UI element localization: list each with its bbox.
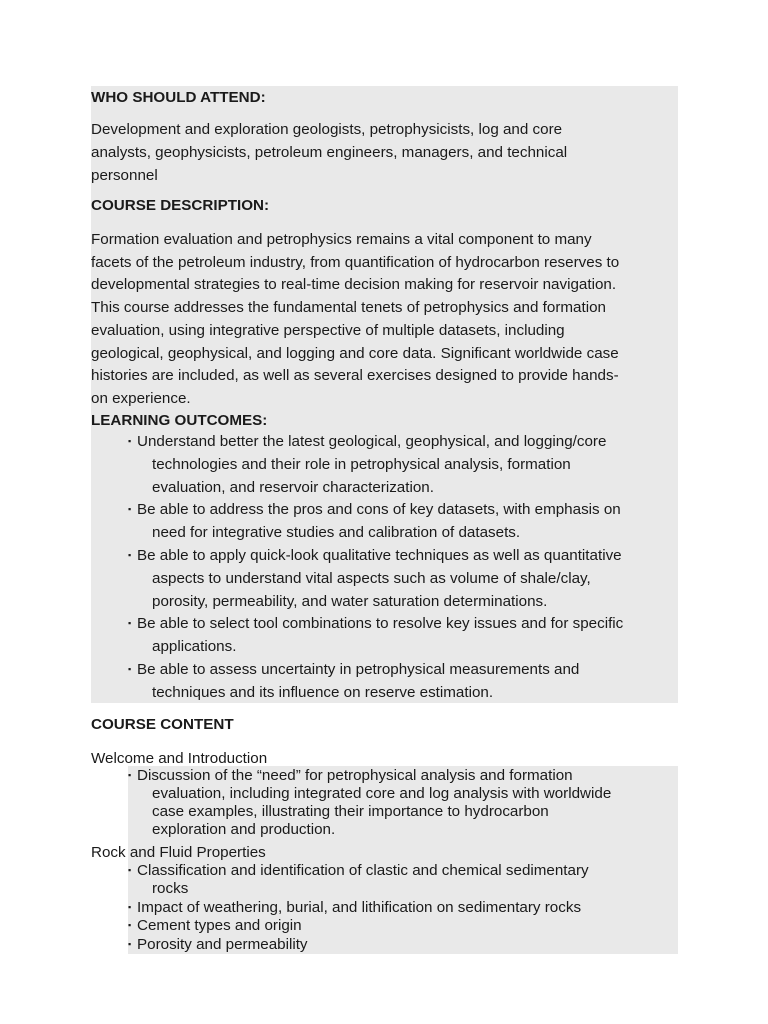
bullet-icon: ▪ xyxy=(128,939,132,949)
list-item-text: Understand better the latest geological, geophysical, and logging/core xyxy=(137,433,607,450)
list-item xyxy=(128,898,581,917)
who-line: analysts, geophysicists, petroleum engineers, managers, and technical xyxy=(91,144,568,161)
who-line: personnel xyxy=(91,167,158,184)
bullet-icon: ▪ xyxy=(128,664,132,674)
bullet-icon: ▪ xyxy=(128,618,132,628)
list-item xyxy=(128,861,589,880)
list-item-text: Impact of weathering, burial, and lithification on sedimentary rocks xyxy=(137,899,582,916)
description-line: geological, geophysical, and logging and core data. Significant worldwide case xyxy=(91,345,619,362)
list-item-continuation: porosity, permeability, and water saturation determinations. xyxy=(152,593,548,610)
bullet-icon: ▪ xyxy=(128,504,132,514)
outcomes-heading: LEARNING OUTCOMES: xyxy=(91,412,268,429)
list-item-continuation: case examples, illustrating their importance to hydrocarbon xyxy=(152,803,549,820)
list-item xyxy=(128,615,623,632)
section-title-welcome: Welcome and Introduction xyxy=(91,750,268,767)
bullet-icon: ▪ xyxy=(128,550,132,560)
section-title-rock: Rock and Fluid Properties xyxy=(91,844,266,861)
bullet-icon: ▪ xyxy=(128,770,132,780)
description-line: histories are included, as well as several exercises designed to provide hands- xyxy=(91,367,619,384)
description-line: facets of the petroleum industry, from quantification of hydrocarbon reserves to xyxy=(91,254,620,271)
list-item-continuation: need for integrative studies and calibration of datasets. xyxy=(152,524,521,541)
list-item-continuation: evaluation, including integrated core and log analysis with worldwide xyxy=(152,785,612,802)
list-item xyxy=(128,501,621,518)
list-item xyxy=(128,433,606,450)
description-line: on experience. xyxy=(91,390,191,407)
list-item-continuation: exploration and production. xyxy=(152,821,336,838)
list-item-text: Discussion of the “need” for petrophysical analysis and formation xyxy=(137,767,573,784)
list-item-text: Be able to select tool combinations to resolve key issues and for specific xyxy=(137,615,624,632)
list-item-continuation: rocks xyxy=(152,880,189,897)
description-line: This course addresses the fundamental tenets of petrophysics and formation xyxy=(91,299,606,316)
list-item xyxy=(128,661,579,678)
list-item-continuation: technologies and their role in petrophysical analysis, formation xyxy=(152,456,571,473)
list-item-continuation: aspects to understand vital aspects such as volume of shale/clay, xyxy=(152,570,591,587)
who-heading: WHO SHOULD ATTEND: xyxy=(91,89,266,106)
bullet-icon: ▪ xyxy=(128,436,132,446)
list-item-text: Classification and identification of clastic and chemical sedimentary xyxy=(137,862,589,879)
list-item xyxy=(128,916,302,935)
bullet-icon: ▪ xyxy=(128,920,132,930)
list-item-continuation: applications. xyxy=(152,638,237,655)
list-item-continuation: evaluation, and reservoir characterization. xyxy=(152,479,434,496)
list-item-text: Be able to assess uncertainty in petrophysical measurements and xyxy=(137,661,580,678)
description-line: developmental strategies to real-time decision making for reservoir navigation. xyxy=(91,276,617,293)
description-heading: COURSE DESCRIPTION: xyxy=(91,197,270,214)
who-line: Development and exploration geologists, petrophysicists, log and core xyxy=(91,121,563,138)
content-heading: COURSE CONTENT xyxy=(91,716,234,733)
list-item-text: Porosity and permeability xyxy=(137,936,308,953)
list-item xyxy=(128,935,308,954)
bullet-icon: ▪ xyxy=(128,865,132,875)
list-item-text: Be able to apply quick-look qualitative techniques as well as quantitative xyxy=(137,547,622,564)
description-line: evaluation, using integrative perspective of multiple datasets, including xyxy=(91,322,565,339)
list-item-text: Be able to address the pros and cons of key datasets, with emphasis on xyxy=(137,501,621,518)
description-line: Formation evaluation and petrophysics remains a vital component to many xyxy=(91,231,592,248)
list-item xyxy=(128,766,573,785)
bullet-icon: ▪ xyxy=(128,902,132,912)
list-item-continuation: techniques and its influence on reserve estimation. xyxy=(152,684,494,701)
list-item-text: Cement types and origin xyxy=(137,917,302,934)
list-item xyxy=(128,547,622,564)
